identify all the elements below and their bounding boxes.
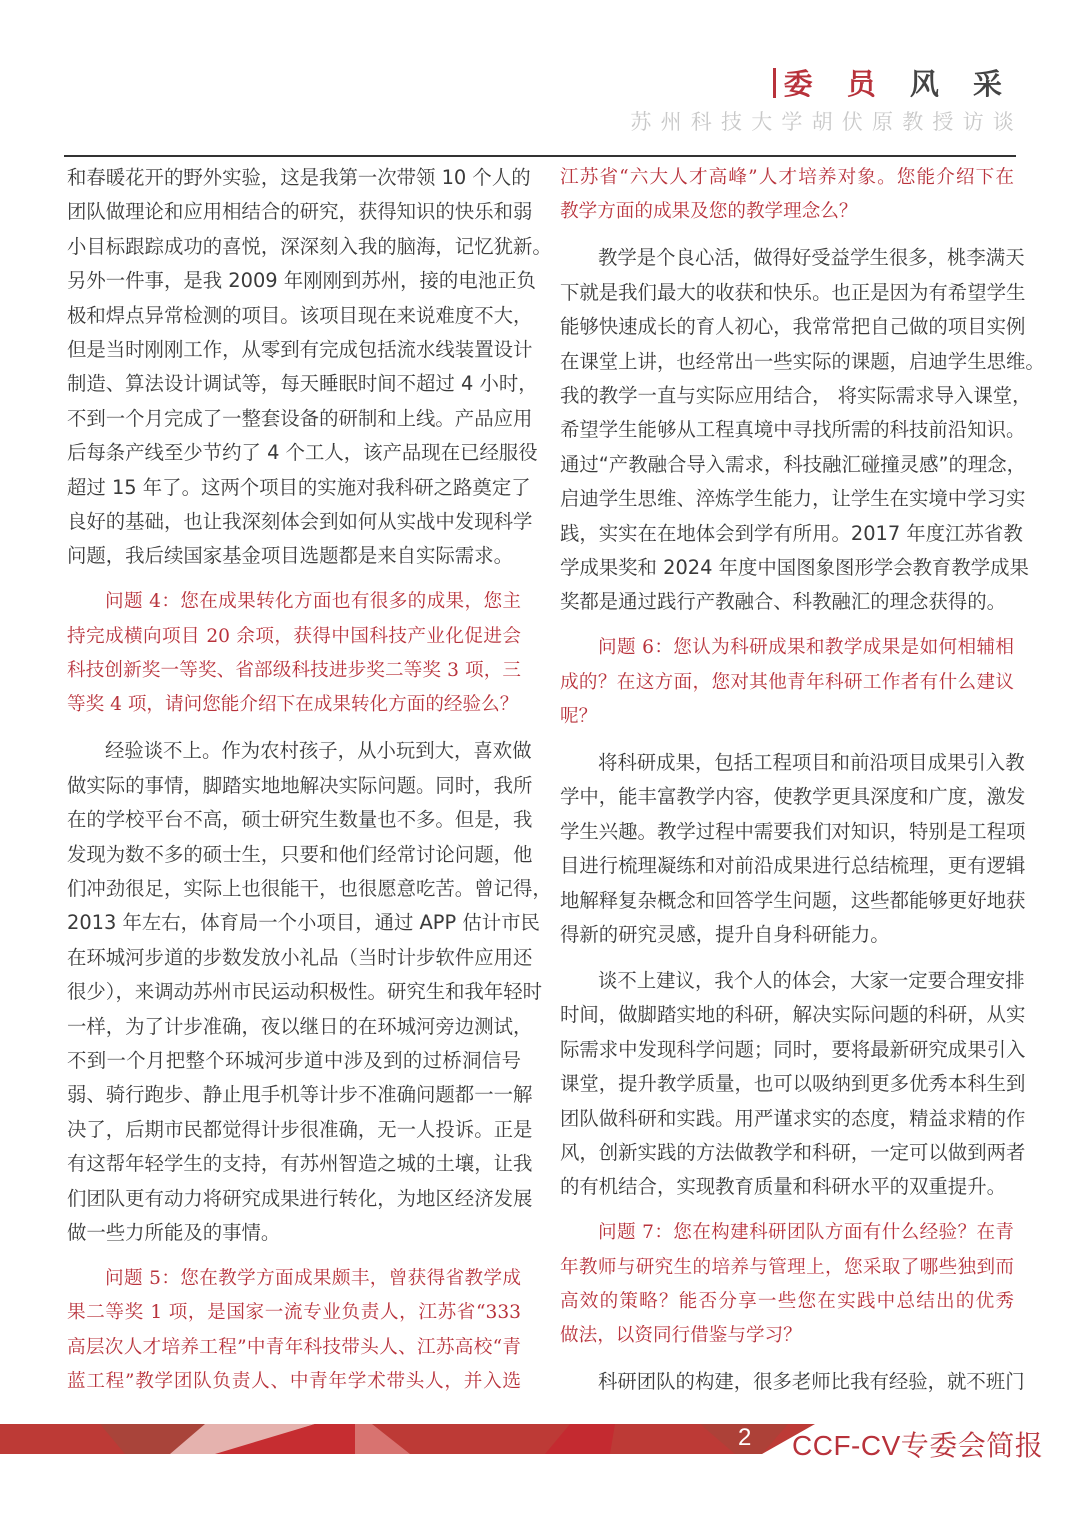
text-line: 果二等奖 1 项，是国家一流专业负责人，江苏省“333: [67, 1302, 521, 1324]
text-line: 我的教学一直与实际应用结合， 将实际需求导入课堂，: [560, 383, 1032, 407]
answer-paragraph: [67, 734, 552, 1250]
text-line: 践，实实在在地体会到学有所用。2017 年度江苏省教: [560, 521, 1023, 545]
text-line: 等奖 4 项，请问您能介绍下在成果转化方面的经验么？: [67, 694, 519, 716]
text-line: 持完成横向项目 20 余项，获得中国科技产业化促进会: [67, 625, 521, 647]
text-line: 弱、骑行跑步、静止甩手机等计步不准确问题都一一解: [67, 1083, 533, 1107]
text-line: 高层次人才培养工程”中青年科技带头人、江苏高校“青: [67, 1336, 521, 1358]
text-line: 经验谈不上。作为农村孩子，从小玩到大，喜欢做: [105, 739, 532, 763]
text-line: 超过 15 年了。这两个项目的实施对我科研之路奠定了: [67, 475, 531, 499]
text-line: 学生兴趣。教学过程中需要我们对知识，特别是工程项: [560, 819, 1026, 843]
text-line: 另外一件事，是我 2009 年刚刚到苏州，接的电池正负: [67, 269, 536, 293]
section-title-red: 委 员: [783, 67, 888, 101]
interview-question: [67, 585, 521, 723]
right-column: [560, 161, 1045, 1400]
text-line: 在课堂上讲，也经常出一些实际的课题，启迪学生思维。: [560, 349, 1045, 373]
text-line: 谈不上建议，我个人的体会，大家一定要合理安排: [598, 968, 1025, 992]
text-line: 和春暖花开的野外实验，这是我第一次带领 10 个人的: [67, 166, 531, 189]
text-line: 们团队更有动力将研究成果进行转化，为地区经济发展: [67, 1186, 533, 1210]
text-line: 教学方面的成果及您的教学理念么？: [560, 201, 858, 223]
article-subtitle: 苏州科技大学胡伏原教授访谈: [630, 110, 1023, 134]
text-line: 时间，做脚踏实地的科研，解决实际问题的科研，从实: [560, 1003, 1026, 1027]
text-line: 际需求中发现科学问题；同时，要将最新研究成果引入: [560, 1037, 1026, 1061]
interview-question: [560, 1216, 1014, 1354]
text-line: 不到一个月把整个环城河步道中涉及到的过桥洞信号: [67, 1048, 521, 1072]
text-line: 的有机结合，实现教育质量和科研水平的双重提升。: [560, 1175, 1006, 1199]
text-line: 后每条产线至少节约了 4 个工人，该产品现在已经服役: [67, 441, 538, 465]
text-line: 问题，我后续国家基金项目选题都是来自实际需求。: [67, 544, 513, 568]
text-line: 团队做理论和应用相结合的研究，获得知识的快乐和弱: [67, 200, 533, 224]
text-line: 制造、算法设计调试等，每天睡眠时间不超过 4 小时，: [67, 372, 538, 396]
answer-paragraph: [67, 161, 552, 574]
text-line: 问题 7：您在构建科研团队方面有什么经验？在青: [598, 1222, 1014, 1244]
text-line: 科研团队的构建，很多老师比我有经验，就不班门: [598, 1370, 1025, 1394]
text-line: 在的学校平台不高，硕士研究生数量也不多。但是，我: [67, 808, 533, 832]
text-line: 有这帮年轻学生的支持，有苏州智造之城的土壤，让我: [67, 1152, 533, 1176]
text-line: 成的？在这方面，您对其他青年科研工作者有什么建议: [560, 671, 1014, 693]
text-line: 问题 6：您认为科研成果和教学成果是如何相辅相: [598, 637, 1014, 659]
section-title: [773, 62, 1014, 103]
text-line: 教学是个良心活，做得好受益学生很多，桃李满天: [598, 246, 1025, 270]
text-line: 小目标跟踪成功的喜悦，深深刻入我的脑海，记忆犹新。: [67, 234, 552, 258]
text-line: 年教师与研究生的培养与管理上，您采取了哪些独到而: [560, 1256, 1014, 1278]
text-line: 目进行梳理凝练和对前沿成果进行总结梳理，更有逻辑: [560, 854, 1026, 878]
page-number: 2: [738, 1424, 752, 1451]
answer-paragraph: [560, 746, 1026, 952]
text-line: 希望学生能够从工程真境中寻找所需的科技前沿知识。: [560, 418, 1026, 442]
text-line: 2013 年左右，体育局一个小项目，通过 APP 估计市民: [67, 911, 540, 935]
text-line: 呢？: [560, 706, 598, 728]
text-line: 但是当时刚刚工作，从零到有完成包括流水线装置设计: [67, 337, 533, 361]
text-line: 地解释复杂概念和回答学生问题，这些都能够更好地获: [560, 888, 1026, 912]
text-line: 做实际的事情，脚踏实地地解决实际问题。同时，我所: [67, 773, 533, 797]
text-line: 做法，以资同行借鉴与学习？: [560, 1325, 802, 1347]
text-line: 科技创新奖一等奖、省部级科技进步奖二等奖 3 项，三: [67, 660, 521, 682]
text-line: 良好的基础，也让我深刻体会到如何从实战中发现科学: [67, 509, 533, 533]
text-line: 很少），来调动苏州市民运动积极性。研究生和我年轻时: [67, 980, 543, 1004]
answer-paragraph: [560, 241, 1045, 619]
text-line: 课堂，提升教学质量，也可以吸纳到更多优秀本科生到: [560, 1072, 1026, 1096]
text-line: 学中，能丰富教学内容，使教学更具深度和广度，激发: [560, 785, 1026, 809]
text-line: 高效的策略？能否分享一些您在实践中总结出的优秀: [560, 1291, 1014, 1313]
text-line: 在环城河步道的步数发放小礼品（当时计步软件应用还: [67, 945, 533, 969]
text-line: 通过“产教融合导入需求，科技融汇碰撞灵感”的理念，: [560, 452, 1027, 476]
text-line: 极和焊点异常检测的项目。该项目现在来说难度不大，: [67, 303, 533, 327]
text-line: 发现为数不多的硕士生，只要和他们经常讨论问题，他: [67, 842, 533, 866]
text-line: 学成果奖和 2024 年度中国图象图形学会教育教学成果: [560, 555, 1029, 579]
text-line: 下就是我们最大的收获和快乐。也正是因为有希望学生: [560, 280, 1026, 304]
text-line: 做一些力所能及的事情。: [67, 1220, 281, 1244]
text-line: 们冲劲很足，实际上也很能干，也很愿意吃苦。曾记得，: [67, 877, 552, 900]
text-line: 问题 4：您在成果转化方面也有很多的成果，您主: [105, 591, 521, 613]
text-line: 江苏省“六大人才高峰”人才培养对象。您能介绍下在: [560, 167, 1014, 188]
interview-question: [560, 161, 1014, 230]
text-line: 启迪学生思维、淬炼学生能力，让学生在实境中学习实: [560, 487, 1026, 511]
publication-name: CCF-CV专委会简报: [792, 1430, 1044, 1461]
section-title-dark: 风 采: [909, 67, 1014, 101]
interview-question: [67, 1262, 521, 1400]
text-line: 能够快速成长的育人初心，我常常把自己做的项目实例: [560, 315, 1026, 339]
text-line: 不到一个月完成了一整套设备的研制和上线。产品应用: [67, 406, 533, 430]
text-line: 蓝工程”教学团队负责人、中青年学术带头人，并入选: [67, 1371, 521, 1393]
answer-paragraph: [560, 1365, 1025, 1399]
text-line: 一样，为了计步准确，夜以继日的在环城河旁边测试，: [67, 1014, 533, 1038]
text-line: 得新的研究灵感，提升自身科研能力。: [560, 922, 890, 946]
interview-question: [560, 631, 1014, 734]
left-column: [67, 161, 552, 1399]
header-divider: [64, 155, 1016, 157]
text-line: 决了，后期市民都觉得计步很准确，无一人投诉。正是: [67, 1117, 533, 1141]
text-line: 问题 5：您在教学方面成果颇丰，曾获得省教学成: [105, 1267, 521, 1289]
answer-paragraph: [560, 964, 1026, 1205]
text-line: 奖都是通过践行产教融合、科教融汇的理念获得的。: [560, 590, 1006, 614]
text-line: 将科研成果，包括工程项目和前沿项目成果引入教: [598, 751, 1025, 775]
text-line: 风，创新实践的方法做教学和科研，一定可以做到两者: [560, 1140, 1026, 1164]
text-line: 团队做科研和实践。用严谨求实的态度，精益求精的作: [560, 1106, 1026, 1130]
title-bar-decoration: [773, 68, 776, 98]
